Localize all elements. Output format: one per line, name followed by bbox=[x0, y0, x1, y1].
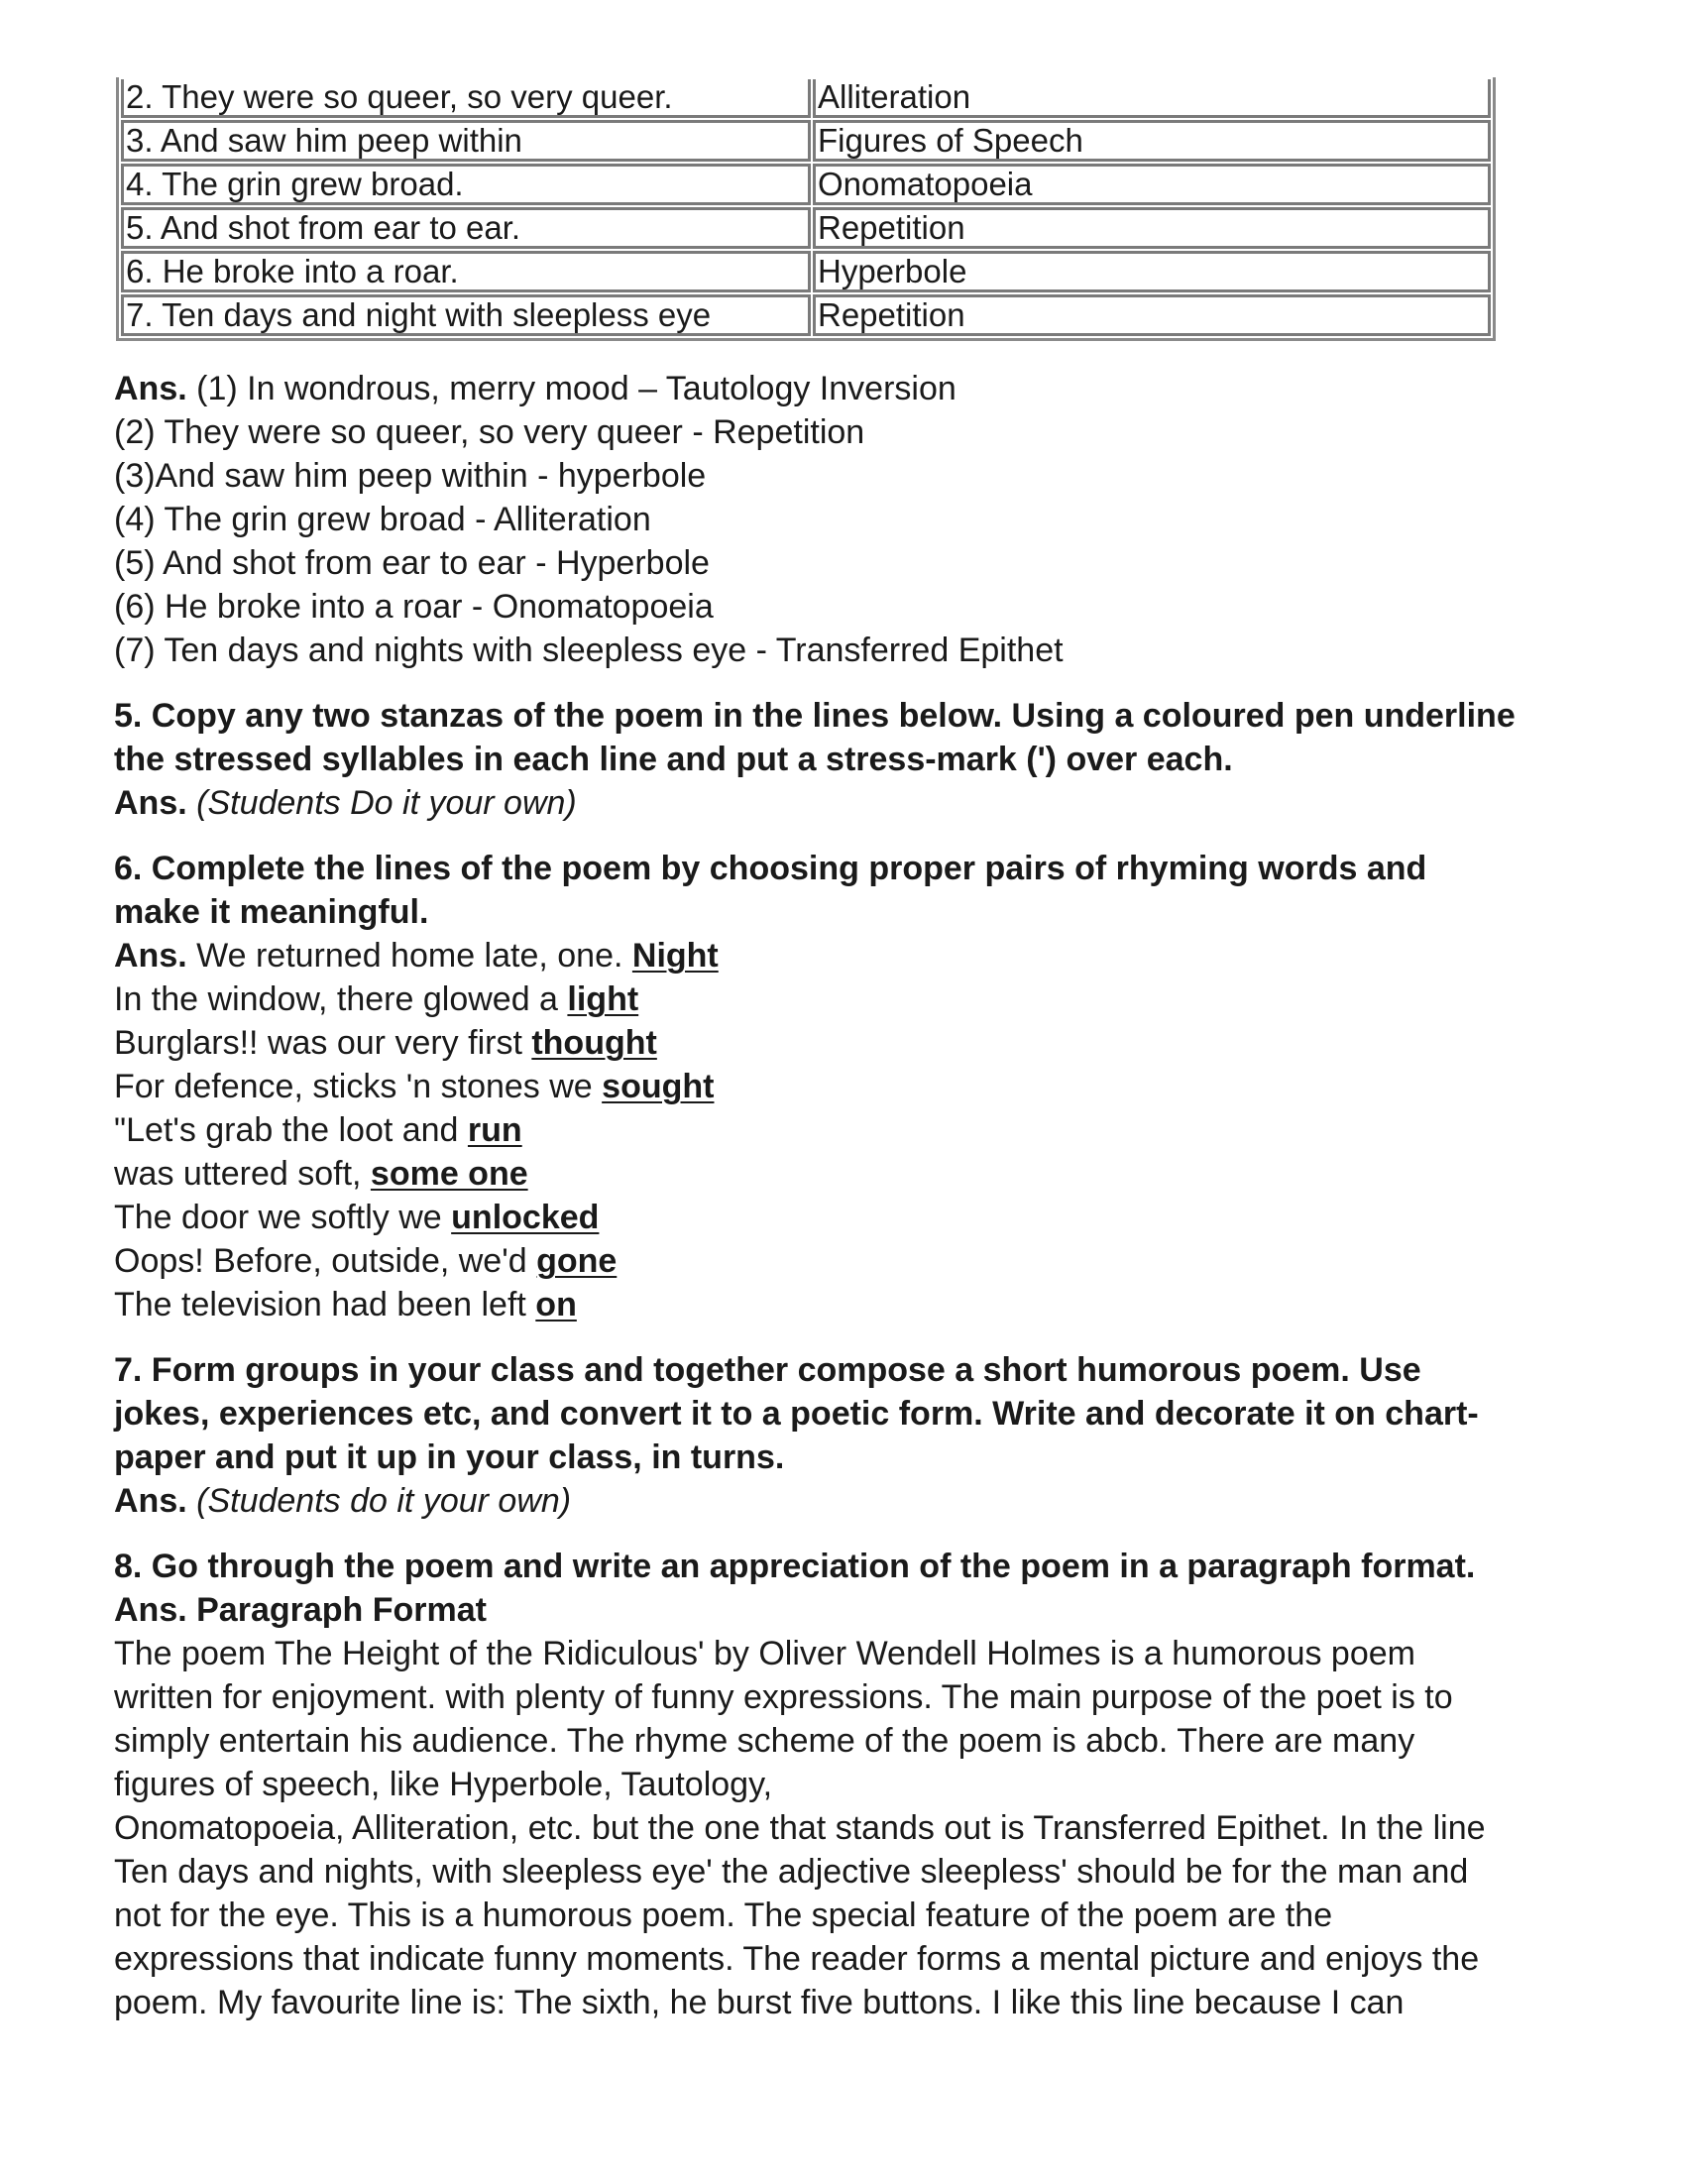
table-cell-line: 3. And saw him peep within bbox=[121, 120, 811, 162]
poem-text: The door we softly we bbox=[114, 1199, 452, 1236]
question-8 bbox=[114, 1545, 1581, 2024]
paragraph-line: figures of speech, like Hyperbole, Tautology, bbox=[114, 1766, 773, 1803]
question-text: the stressed syllables in each line and put a stress-mark (') over each. bbox=[114, 741, 1233, 778]
answer-line: (2) They were so queer, so very queer - Repetition bbox=[114, 413, 865, 451]
poem-line bbox=[114, 977, 1581, 1021]
table-cell-figure: Alliteration bbox=[813, 79, 1491, 118]
poem-text: "Let's grab the loot and bbox=[114, 1111, 468, 1149]
table-cell-figure: Figures of Speech bbox=[813, 120, 1491, 162]
poem-text: In the window, there glowed a bbox=[114, 980, 568, 1018]
table-row bbox=[121, 207, 1491, 249]
poem-text: The television had been left bbox=[114, 1286, 536, 1323]
rhyme-word: on bbox=[535, 1286, 577, 1323]
poem-line bbox=[114, 1108, 1581, 1152]
answer-line: (7) Ten days and nights with sleepless eye - Transferred Epithet bbox=[114, 632, 1064, 669]
table-cell-figure: Hyperbole bbox=[813, 251, 1491, 292]
answer-prefix: Ans. bbox=[114, 784, 187, 822]
answer-line bbox=[114, 1479, 1581, 1523]
rhyme-word: Night bbox=[631, 937, 719, 975]
rhyme-word: some one bbox=[370, 1155, 528, 1193]
answer-line bbox=[114, 367, 1581, 410]
paragraph-line: simply entertain his audience. The rhyme scheme of the poem is abcb. There are many bbox=[114, 1722, 1415, 1760]
paragraph-line: Onomatopoeia, Alliteration, etc. but the one that stands out is Transferred Epithet. In the line bbox=[114, 1809, 1486, 1847]
paragraph-line: not for the eye. This is a humorous poem. The special feature of the poem are the bbox=[114, 1897, 1333, 1934]
poem-line bbox=[114, 934, 1581, 977]
rhyme-word: unlocked bbox=[451, 1199, 600, 1236]
answer-prefix: Ans bbox=[114, 1591, 178, 1629]
question-text: 8. Go through the poem and write an appreciation of the poem in a paragraph format. bbox=[114, 1548, 1476, 1585]
answer-line bbox=[114, 781, 1581, 825]
answer-text: (Students Do it your own) bbox=[186, 784, 577, 822]
table-row bbox=[121, 120, 1491, 162]
question-text: 5. Copy any two stanzas of the poem in the lines below. Using a coloured pen underline bbox=[114, 697, 1516, 735]
table-cell-line: 5. And shot from ear to ear. bbox=[121, 207, 811, 249]
rhyme-word: thought bbox=[531, 1024, 657, 1062]
rhyme-word: sought bbox=[602, 1068, 715, 1105]
answer-prefix: Ans. bbox=[114, 1482, 187, 1520]
rhyme-word: gone bbox=[536, 1242, 618, 1280]
question-6 bbox=[114, 847, 1581, 1326]
table-cell-line: 6. He broke into a roar. bbox=[121, 251, 811, 292]
answer-line: (4) The grin grew broad - Alliteration bbox=[114, 501, 651, 538]
answer-text: (Students do it your own) bbox=[186, 1482, 572, 1520]
paragraph-line: written for enjoyment. with plenty of funny expressions. The main purpose of the poet is to bbox=[114, 1678, 1453, 1716]
table-row bbox=[121, 79, 1491, 118]
answer-prefix: Ans. bbox=[114, 937, 187, 975]
paragraph-line: poem. My favourite line is: The sixth, he burst five buttons. I like this line because I can bbox=[114, 1984, 1405, 2021]
paragraph-line: The poem The Height of the Ridiculous' by Oliver Wendell Holmes is a humorous poem bbox=[114, 1635, 1415, 1672]
question-text: jokes, experiences etc, and convert it to a poetic form. Write and decorate it on chart- bbox=[114, 1395, 1479, 1433]
poem-text: was uttered soft, bbox=[114, 1155, 371, 1193]
answer-heading-text: . Paragraph Format bbox=[177, 1591, 487, 1629]
question-text: 6. Complete the lines of the poem by choosing proper pairs of rhyming words and bbox=[114, 850, 1427, 887]
question-text: paper and put it up in your class, in turns. bbox=[114, 1438, 785, 1476]
rhyme-word: run bbox=[467, 1111, 522, 1149]
answer-text: (1) In wondrous, merry mood – Tautology Inversion bbox=[186, 370, 957, 407]
table-row bbox=[121, 164, 1491, 205]
poem-text: We returned home late, one. bbox=[186, 937, 632, 975]
table-cell-figure: Repetition bbox=[813, 207, 1491, 249]
question-text: make it meaningful. bbox=[114, 893, 429, 931]
poem-line bbox=[114, 1021, 1581, 1065]
answer-line: (6) He broke into a roar - Onomatopoeia bbox=[114, 588, 714, 626]
paragraph-line: expressions that indicate funny moments. The reader forms a mental picture and enjoys the bbox=[114, 1940, 1480, 1978]
poem-line bbox=[114, 1239, 1581, 1283]
question-5 bbox=[114, 694, 1581, 825]
answer-heading bbox=[114, 1588, 1581, 1632]
poem-text: Oops! Before, outside, we'd bbox=[114, 1242, 537, 1280]
table-row bbox=[121, 294, 1491, 336]
table-cell-line: 2. They were so queer, so very queer. bbox=[121, 79, 811, 118]
figures-of-speech-table bbox=[116, 77, 1496, 341]
answer-line: (3)And saw him peep within - hyperbole bbox=[114, 457, 707, 495]
document-page bbox=[114, 77, 1581, 2024]
table-cell-figure: Onomatopoeia bbox=[813, 164, 1491, 205]
poem-text: Burglars!! was our very first bbox=[114, 1024, 532, 1062]
table-cell-line: 4. The grin grew broad. bbox=[121, 164, 811, 205]
poem-line bbox=[114, 1196, 1581, 1239]
poem-text: For defence, sticks 'n stones we bbox=[114, 1068, 603, 1105]
answer-line: (5) And shot from ear to ear - Hyperbole bbox=[114, 544, 710, 582]
table-cell-line: 7. Ten days and night with sleepless eye bbox=[121, 294, 811, 336]
poem-line bbox=[114, 1065, 1581, 1108]
table-row bbox=[121, 251, 1491, 292]
question-text: 7. Form groups in your class and together compose a short humorous poem. Use bbox=[114, 1351, 1421, 1389]
answer-prefix: Ans. bbox=[114, 370, 187, 407]
paragraph-line: Ten days and nights, with sleepless eye' the adjective sleepless' should be for the man and bbox=[114, 1853, 1469, 1891]
rhyme-word: light bbox=[567, 980, 639, 1018]
answer-figures-list bbox=[114, 367, 1581, 672]
poem-line bbox=[114, 1152, 1581, 1196]
poem-line bbox=[114, 1283, 1581, 1326]
question-7 bbox=[114, 1348, 1581, 1523]
table-cell-figure: Repetition bbox=[813, 294, 1491, 336]
